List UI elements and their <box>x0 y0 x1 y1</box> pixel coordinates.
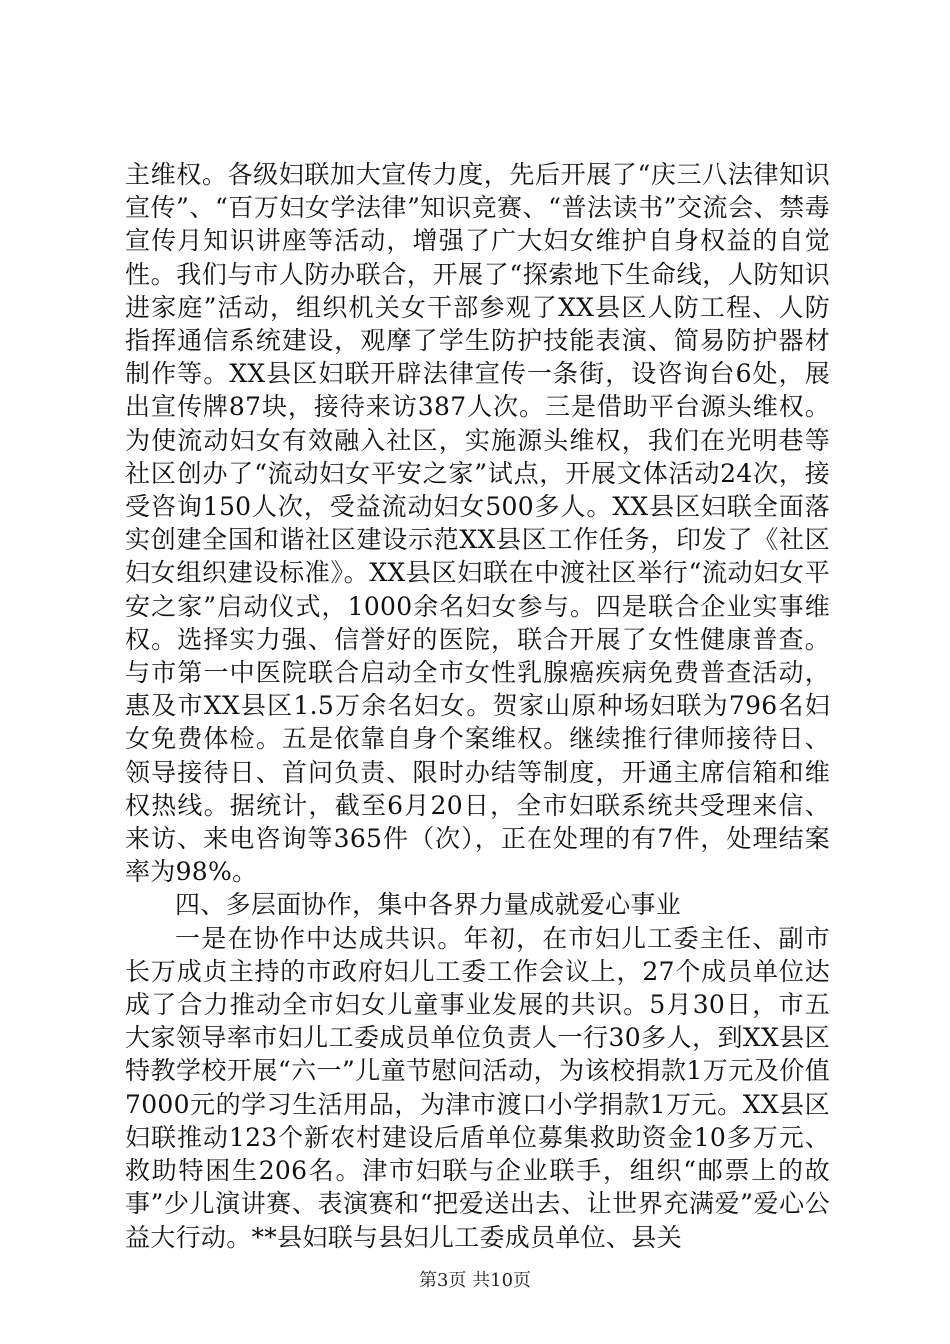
paragraph-collaboration: 一是在协作中达成共识。年初，在市妇儿工委主任、副市长万成贞主持的市政府妇儿工委工作会议上，27个成员单位达成了合力推动全市妇女儿童事业发展的共识。5月30日，市五大家领导率市妇儿工委成员单位负责人一行30多人，到XX县区特教学校开展“六一”儿童节慰问活动，为该校捐款1万元及价值7000元的学习生活用品，为津市渡口小学捐款1万元。XX县区妇联推动123个新农村建设后盾单位募集救助资金10多万元、救助特困生206名。津市妇联与企业联手，组织“邮票上的故事”少儿演讲赛、表演赛和“把爱送出去、让世界充满爱”爱心公益大行动。**县妇联与县妇儿工委成员单位、县关 <box>125 923 830 1252</box>
page-number-footer: 第3页 共10页 <box>418 1270 532 1291</box>
section-heading-four: 四、多层面协作，集中各界力量成就爱心事业 <box>175 890 682 920</box>
document-body <box>125 158 830 1254</box>
paragraph-rights-protection: 主维权。各级妇联加大宣传力度，先后开展了“庆三八法律知识宣传”、“百万妇女学法律”知识竞赛、“普法读书”交流会、禁毒宣传月知识讲座等活动，增强了广大妇女维护自身权益的自觉性。我们与市人防办联合，开展了“探索地下生命线，人防知识进家庭”活动，组织机关女干部参观了XX县区人防工程、人防指挥通信系统建设，观摩了学生防护技能表演、简易防护器材制作等。XX县区妇联开辟法律宣传一条街，设咨询台6处，展出宣传牌87块，接待来访387人次。三是借助平台源头维权。为使流动妇女有效融入社区，实施源头维权，我们在光明巷等社区创办了“流动妇女平安之家”试点，开展文体活动24次，接受咨询150人次，受益流动妇女500多人。XX县区妇联全面落实创建全国和谐社区建设示范XX县区工作任务，印发了《社区妇女组织建设标准》。XX县区妇联在中渡社区举行“流动妇女平安之家”启动仪式，1000余名妇女参与。四是联合企业实事维权。选择实力强、信誉好的医院，联合开展了女性健康普查。与市第一中医院联合启动全市女性乳腺癌疾病免费普查活动，惠及市XX县区1.5万余名妇女。贺家山原种场妇联为796名妇女免费体检。五是依靠自身个案维权。继续推行律师接待日、领导接待日、首问负责、限时办结等制度，开通主席信箱和维权热线。据统计，截至6月20日，全市妇联系统共受理来信、来访、来电咨询等365件（次），正在处理的有7件，处理结案率为98%。 <box>125 160 830 887</box>
